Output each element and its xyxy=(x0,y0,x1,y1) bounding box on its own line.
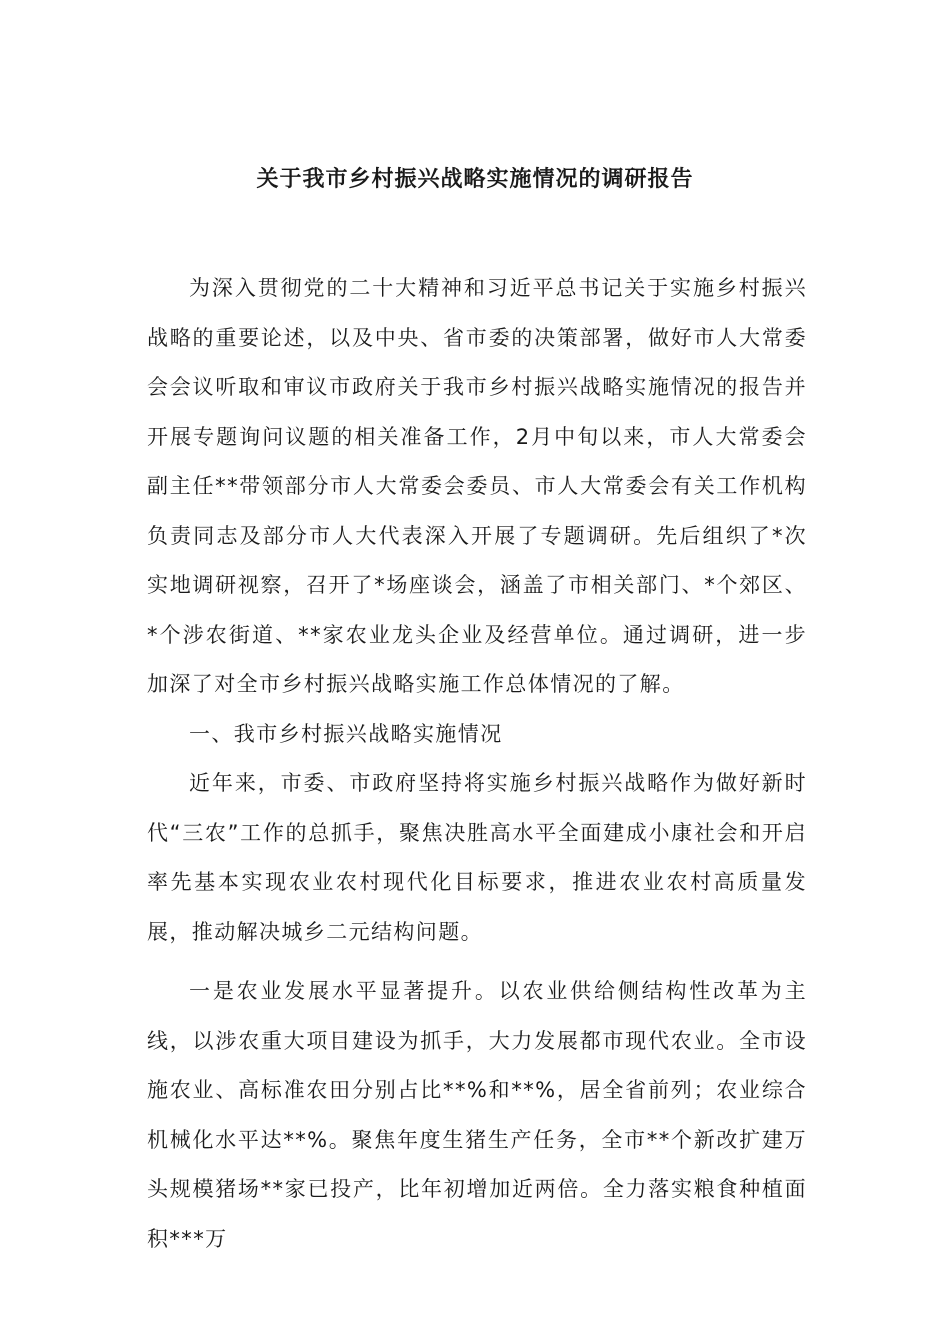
paragraph-section1-intro: 近年来，市委、市政府坚持将实施乡村振兴战略作为做好新时代“三农”工作的总抓手，聚焦决胜高水平全面建成小康社会和开启率先基本实现农业农村现代化目标要求，推进农业农村高质量发展，推动解决城乡二元结构问题。 xyxy=(147,771,807,944)
section-heading-1: 一、我市乡村振兴战略实施情况 xyxy=(189,721,503,746)
paragraph-point-1: 一是农业发展水平显著提升。以农业供给侧结构性改革为主线，以涉农重大项目建设为抓手，大力发展都市现代农业。全市设施农业、高标准农田分别占比**%和**%，居全省前列；农业综合机械化水平达**%。聚焦年度生猪生产任务，全市**个新改扩建万头规模猪场**家已投产，比年初增加近两倍。全力落实粮食种植面积***万 xyxy=(147,979,807,1251)
paragraph-intro: 为深入贯彻党的二十大精神和习近平总书记关于实施乡村振兴战略的重要论述，以及中央、省市委的决策部署，做好市人大常委会会议听取和审议市政府关于我市乡村振兴战略实施情况的报告并开展专题询问议题的相关准备工作，2月中旬以来，市人大常委会副主任**带领部分市人大常委会委员、市人大常委会有关工作机构负责同志及部分市人大代表深入开展了专题调研。先后组织了*次实地调研视察，召开了*场座谈会，涵盖了市相关部门、*个郊区、*个涉农街道、**家农业龙头企业及经营单位。通过调研，进一步加深了对全市乡村振兴战略实施工作总体情况的了解。 xyxy=(147,276,807,696)
paragraph-spacer xyxy=(147,957,807,967)
document-body xyxy=(147,264,807,1264)
document-title: 关于我市乡村振兴战略实施情况的调研报告 xyxy=(256,167,694,192)
